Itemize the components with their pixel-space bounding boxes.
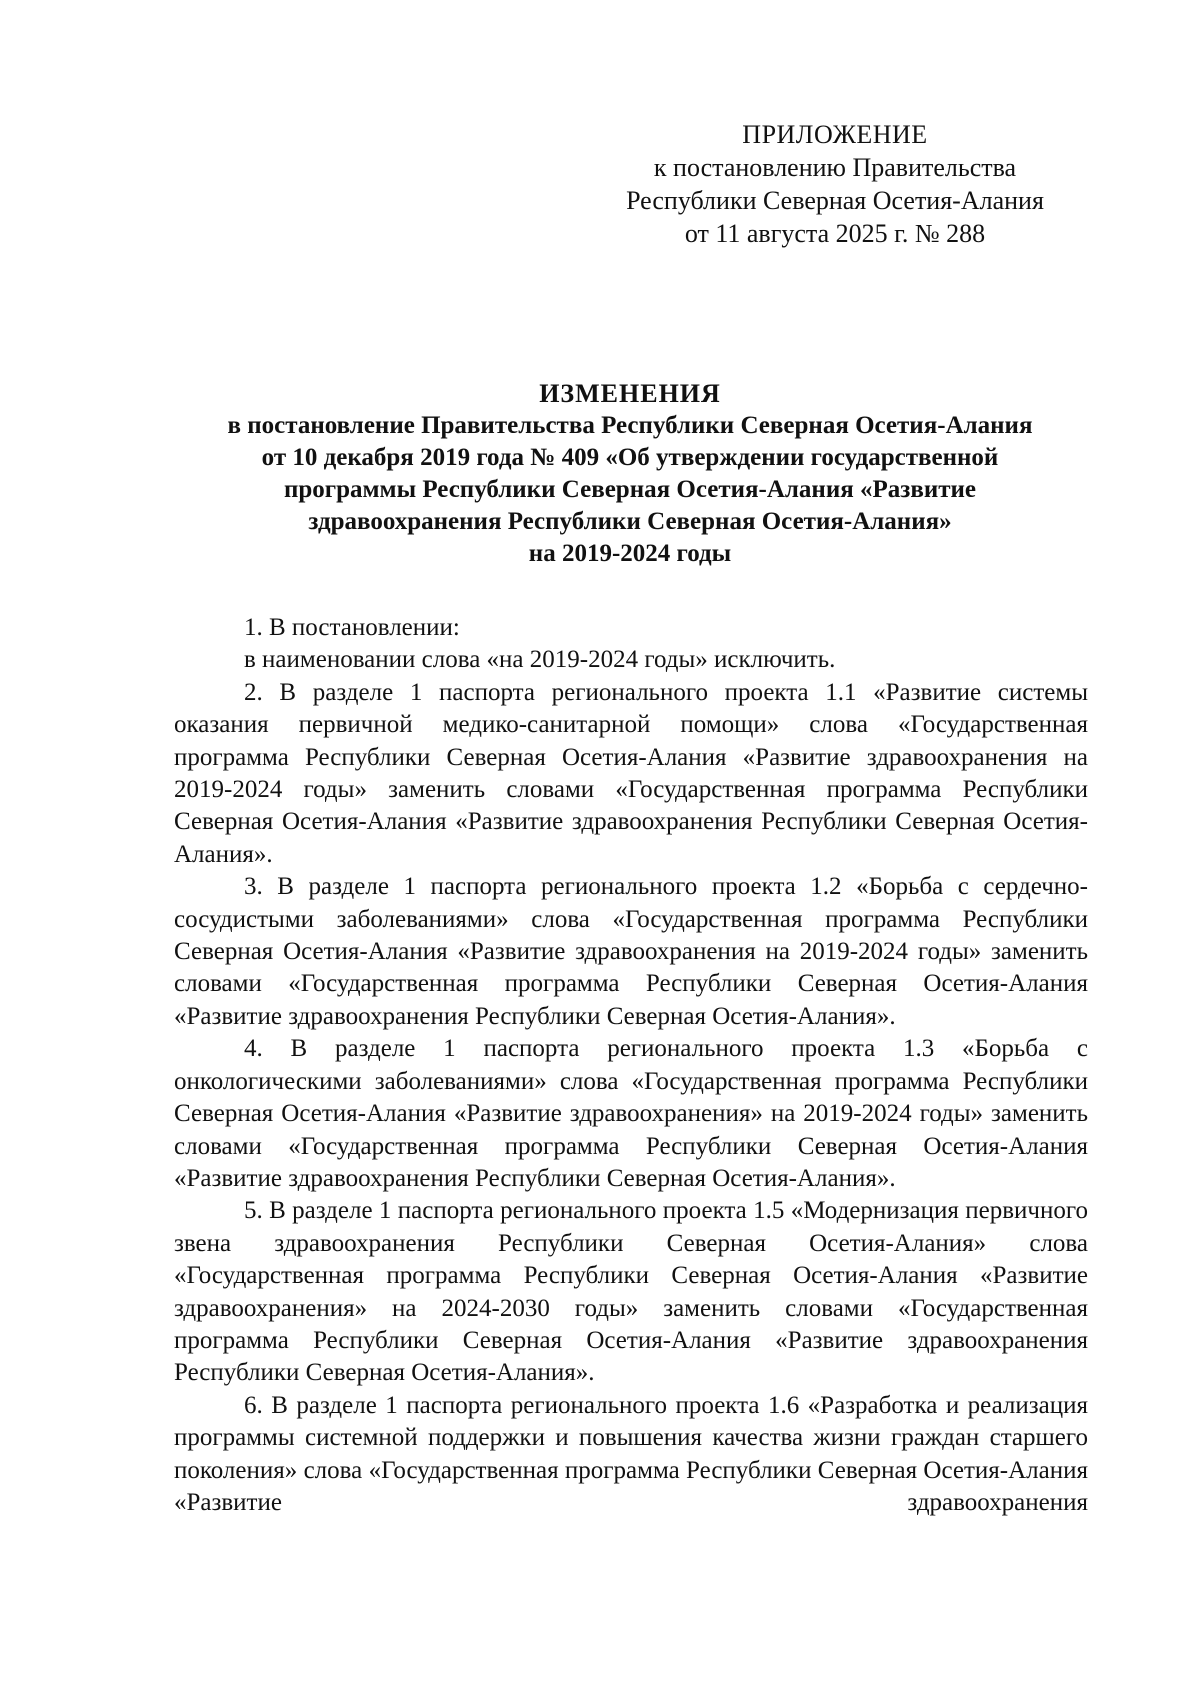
paragraph-5: 5. В разделе 1 паспорта регионального проекта 1.5 «Модернизация первичного звена здравоохранения Республики Северная Осетия-Алания» слова «Государственная программа Республики Северная Осетия-Алания «Развитие здравоохранения» на 2024-2030 годы» заменить словами «Государственная программа Республики Северная Осетия-Алания «Развитие здравоохранения Республики Северная Осетия-Алания». — [174, 1197, 1088, 1387]
document-heading — [160, 378, 1100, 570]
heading-line-4: здравоохранения Республики Северная Осетия-Алания» — [308, 508, 952, 535]
heading-line-1: в постановление Правительства Республики Северная Осетия-Алания — [227, 412, 1033, 439]
paragraph-6: 6. В разделе 1 паспорта регионального проекта 1.6 «Разработка и реализация программы системной поддержки и повышения качества жизни граждан старшего поколения» слова «Государственная программа Республики Северная Осетия-Алания «Развитие здравоохранения — [174, 1391, 1088, 1516]
appendix-line-resolution: к постановлению Правительства — [653, 153, 1017, 182]
paragraph-1-intro: 1. В постановлении: — [244, 614, 460, 641]
heading-title: ИЗМЕНЕНИЯ — [539, 379, 721, 408]
heading-line-5: на 2019-2024 годы — [528, 540, 732, 567]
paragraph-1-detail: в наименовании слова «на 2019-2024 годы» исключить. — [244, 646, 836, 674]
document-body — [174, 612, 1088, 1519]
paragraph-4: 4. В разделе 1 паспорта регионального проекта 1.3 «Борьба с онкологическими заболеваниями» слова «Государственная программа Республики Северная Осетия-Алания «Развитие здравоохранения» на 2019-2024 годы» заменить словами «Государственная программа Республики Северная Осетия-Алания «Развитие здравоохранения Республики Северная Осетия-Алания». — [174, 1035, 1088, 1192]
paragraph-2: 2. В разделе 1 паспорта регионального проекта 1.1 «Развитие системы оказания первичной медико-санитарной помощи» слова «Государственная программа Республики Северная Осетия-Алания «Развитие здравоохранения на 2019-2024 годы» заменить словами «Государственная программа Республики Северная Осетия-Алания «Развитие здравоохранения Республики Северная Осетия-Алания». — [174, 678, 1088, 868]
appendix-title: ПРИЛОЖЕНИЕ — [742, 120, 928, 149]
heading-line-2: от 10 декабря 2019 года № 409 «Об утверждении государственной — [261, 444, 999, 471]
heading-line-3: программы Республики Северная Осетия-Алания «Развитие — [283, 476, 977, 503]
appendix-line-republic: Республики Северная Осетия-Алания — [626, 186, 1044, 215]
appendix-line-date-number: от 11 августа 2025 г. № 288 — [684, 219, 986, 248]
appendix-header — [600, 118, 1070, 250]
paragraph-3: 3. В разделе 1 паспорта регионального проекта 1.2 «Борьба с сердечно-сосудистыми заболеваниями» слова «Государственная программа Республики Северная Осетия-Алания «Развитие здравоохранения на 2019-2024 годы» заменить словами «Государственная программа Республики Северная Осетия-Алания «Развитие здравоохранения Республики Северная Осетия-Алания». — [174, 873, 1088, 1030]
